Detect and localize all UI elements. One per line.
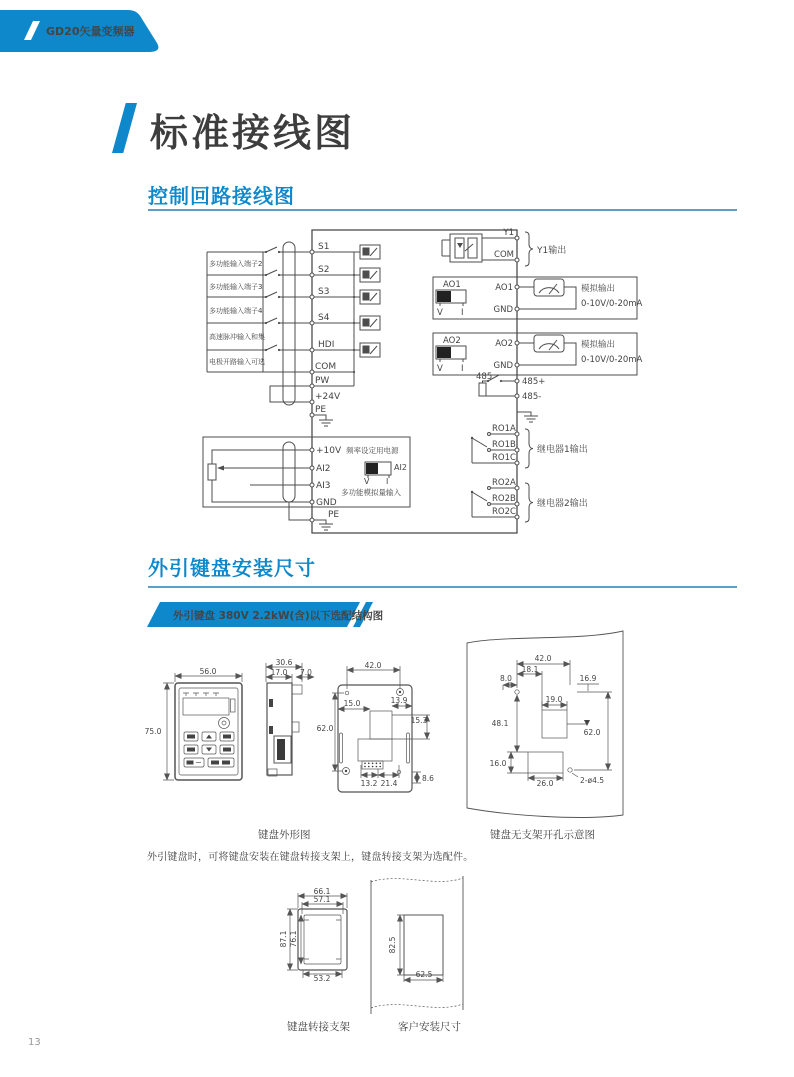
ai2-switch-icon	[365, 462, 391, 478]
dim-hole-g: 62.0	[583, 728, 601, 737]
meter-icon-2	[534, 335, 564, 352]
meter-icon-1	[534, 279, 564, 296]
dim-hole-a: 42.0	[534, 654, 552, 663]
dim-side-3: 7.0	[300, 668, 312, 677]
terminal-ao2: AO2	[495, 339, 513, 349]
terminal-y1com: COM	[494, 250, 514, 260]
terminal-ai2: AI2	[316, 464, 331, 474]
shield-cable-icon-2	[283, 442, 295, 502]
optocoupler-icons	[360, 245, 380, 357]
dim-back-f: 21.4	[380, 779, 398, 788]
dim-side-1: 30.6	[275, 658, 293, 667]
analog-input-note: 多功能模拟量输入	[341, 488, 401, 497]
dim-back-e: 13.2	[360, 779, 378, 788]
ao2-v: V	[437, 364, 443, 374]
bracket-dim-texts	[279, 887, 433, 983]
terminal-ro2a: RO2A	[492, 478, 516, 488]
dim-hole-b: 18.1	[521, 665, 539, 674]
dim-side-2: 17.0	[270, 668, 288, 677]
keypad-note: 外引键盘时，可将键盘安装在键盘转接支架上，键盘转接支架为选配件。	[147, 852, 474, 863]
input-label-1: 多功能输入端子2	[209, 260, 263, 268]
dim-bracket-c: 87.1	[279, 930, 288, 948]
y1-opto-icon	[442, 234, 482, 262]
title-slash-icon	[112, 103, 137, 153]
ground-icon-3	[517, 412, 538, 422]
keypad-side-view	[266, 663, 314, 776]
section-keypad-rule	[148, 586, 737, 588]
dim-hole-f: 48.1	[491, 719, 509, 728]
keypad-back-view	[332, 666, 430, 792]
caption-bracket: 键盘转接支架	[287, 1021, 350, 1033]
brace-ro2	[525, 483, 533, 522]
input-label-5: 电极开路输入可选	[209, 358, 265, 366]
terminal-ro1c: RO1C	[492, 453, 516, 463]
ai2-switch-v: V	[364, 477, 370, 486]
dim-bracket-e: 53.2	[313, 974, 331, 983]
terminal-ro1a: RO1A	[492, 424, 516, 434]
caption-keypad-hole: 键盘无支架开孔示意图	[490, 829, 595, 841]
section-keypad-heading: 外引键盘安装尺寸	[148, 556, 316, 580]
terminal-s2: S2	[318, 265, 330, 275]
dim-front-w: 56.0	[199, 667, 217, 676]
dim-back-c: 15.3	[410, 716, 428, 725]
terminal-ro1b: RO1B	[492, 440, 516, 450]
dim-bracket-a: 66.1	[313, 887, 331, 896]
terminal-ao2-gnd: GND	[493, 361, 513, 371]
terminal-ao1-gnd: GND	[493, 305, 513, 315]
terminal-pw: PW	[315, 376, 330, 386]
terminal-ro2c: RO2C	[492, 507, 516, 517]
ai2-switch-i: I	[386, 477, 389, 486]
dim-back-d: 8.6	[422, 774, 434, 783]
section-control-rule	[148, 209, 737, 211]
freq-supply-note: 频率设定用电源	[346, 446, 399, 455]
bracket-dimension-drawings	[250, 868, 520, 1028]
ao1-v: V	[437, 308, 443, 318]
terminal-pe2: PE	[328, 510, 340, 520]
rs485-res-label: 485	[476, 372, 493, 382]
terminal-10v: +10V	[316, 446, 342, 456]
dim-back-w: 42.0	[364, 661, 382, 670]
page-title: 标准接线图	[150, 111, 356, 155]
dim-hole-j: 2-ø4.5	[580, 776, 604, 785]
wiring-structure	[203, 230, 637, 533]
down-arrow-icon	[206, 748, 212, 752]
terminal-hdi: HDI	[318, 340, 335, 350]
terminal-com: COM	[315, 362, 337, 372]
dim-bracket-b: 57.1	[313, 895, 331, 904]
ground-icon	[312, 415, 333, 426]
dim-hole-d: 16.9	[579, 674, 597, 683]
caption-customer: 客户安装尺寸	[398, 1021, 461, 1033]
input-label-3: 多功能输入端子4	[209, 307, 263, 315]
control-circuit-diagram	[178, 226, 738, 546]
ao2-note2: 0-10V/0-20mA	[581, 355, 643, 365]
dim-hole-h: 16.0	[489, 759, 507, 768]
dim-back-a: 15.0	[343, 699, 361, 708]
dim-front-h: 75.0	[144, 727, 162, 736]
relay1-output-label: 继电器1输出	[537, 445, 588, 455]
terminal-pe: PE	[315, 405, 327, 415]
section-control-heading: 控制回路接线图	[148, 184, 295, 208]
dim-back-h: 62.0	[316, 724, 334, 733]
customer-mount-view	[371, 876, 463, 1014]
up-arrow-icon	[206, 735, 212, 739]
dim-hole-e: 19.0	[545, 695, 563, 704]
terminal-s3: S3	[318, 287, 330, 297]
header-banner	[0, 0, 200, 60]
ao1-note2: 0-10V/0-20mA	[581, 299, 643, 309]
ao1-switch-title: AO1	[443, 280, 461, 290]
caption-keypad-outline: 键盘外形图	[258, 829, 311, 841]
terminal-ro2b: RO2B	[492, 494, 516, 504]
brace-y1	[525, 232, 533, 266]
banner-text: 外引键盘 380V 2.2kW(含)以下选配结构图	[173, 610, 384, 622]
ao1-note1: 模拟输出	[581, 284, 616, 294]
keypad-front-view	[163, 673, 242, 780]
terminal-s1: S1	[318, 242, 330, 252]
dim-back-b: 13.9	[390, 696, 408, 705]
ao2-switch-icon	[436, 346, 466, 362]
ai2-switch-label: AI2	[394, 463, 407, 472]
keypad-dimension-drawings	[140, 625, 700, 840]
dim-customer-w: 62.5	[415, 970, 433, 979]
y1-output-label: Y1输出	[537, 246, 567, 256]
terminal-y1: Y1	[503, 228, 514, 238]
input-label-4: 高速脉冲输入和集	[209, 333, 265, 341]
relay2-output-label: 继电器2输出	[537, 499, 588, 509]
ao1-switch-icon	[436, 290, 466, 306]
terminal-485n: 485-	[522, 392, 542, 402]
terminal-gnd: GND	[316, 498, 337, 508]
brace-ro1	[525, 429, 533, 468]
dim-customer-h: 82.5	[388, 936, 397, 954]
input-label-2: 多功能输入端子3	[209, 283, 263, 291]
terminal-s4: S4	[318, 313, 330, 323]
page-number: 13	[28, 1037, 41, 1048]
terminal-ao1: AO1	[495, 283, 513, 293]
terminal-24v: +24V	[315, 392, 341, 402]
potentiometer-icon	[208, 464, 216, 480]
ao2-i: I	[461, 364, 464, 374]
terminal-ai3: AI3	[316, 481, 331, 491]
product-name: GD20矢量变频器	[46, 25, 135, 38]
dim-hole-c: 8.0	[500, 674, 512, 683]
terminal-485p: 485+	[522, 377, 546, 387]
ao2-switch-title: AO2	[443, 336, 461, 346]
dim-bracket-d: 76.1	[289, 930, 298, 948]
ao1-i: I	[461, 308, 464, 318]
ao2-note1: 模拟输出	[581, 340, 616, 350]
dim-hole-i: 26.0	[536, 779, 554, 788]
